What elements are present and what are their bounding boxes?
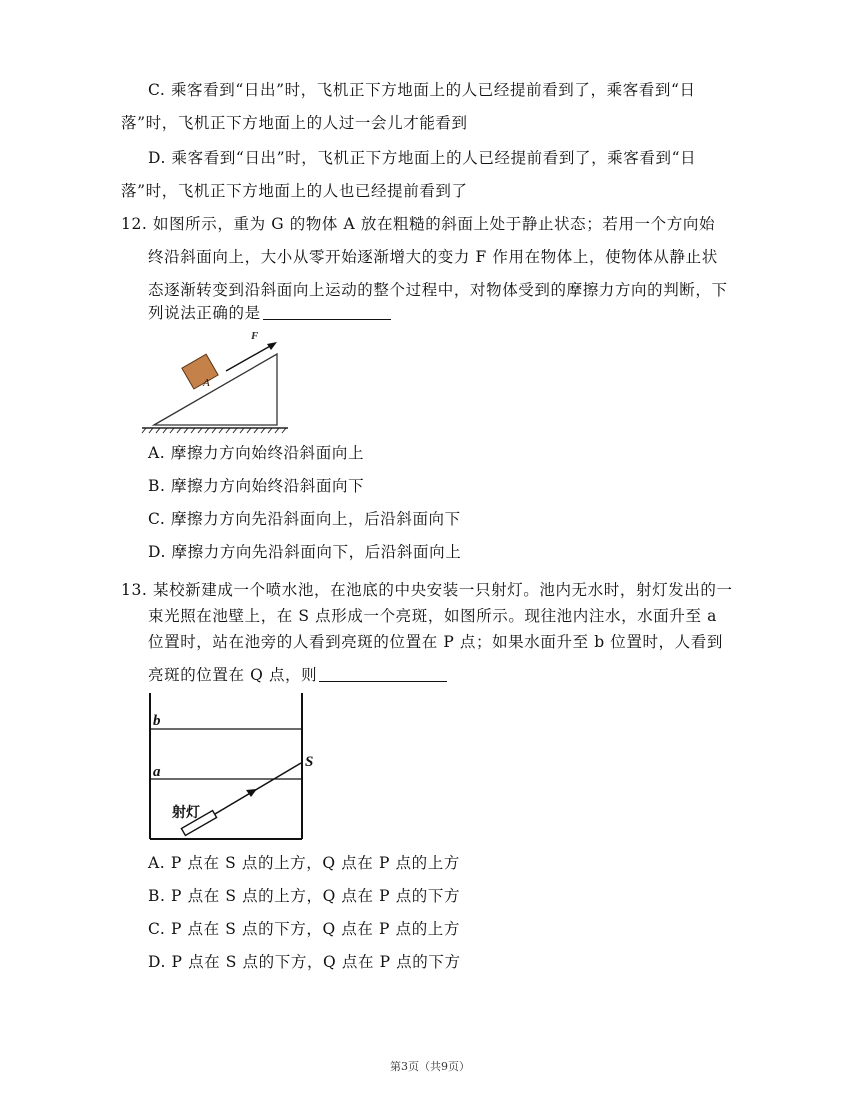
label-f: F <box>251 330 259 342</box>
label-s: S <box>305 754 314 770</box>
light-ray-arrowhead <box>246 789 257 797</box>
q13-option-a: A. P 点在 S 点的上方，Q 点在 P 点的上方 <box>148 854 460 872</box>
force-f-arrowhead <box>267 342 277 350</box>
q13-option-c: C. P 点在 S 点的下方，Q 点在 P 点的上方 <box>148 920 461 938</box>
block-a <box>182 354 218 389</box>
q13-stem-line2: 束光照在池壁上，在 S 点形成一个亮斑，如图所示。现往池内注水，水面升至 a <box>148 607 717 625</box>
q12-option-d: D. 摩擦力方向先沿斜面向下，后沿斜面向上 <box>148 543 462 561</box>
q13-stem-line4 <box>148 664 447 686</box>
q12-option-a: A. 摩擦力方向始终沿斜面向上 <box>148 444 365 462</box>
q13-answer-blank[interactable] <box>319 665 447 682</box>
q11-option-d-line1: D. 乘客看到“日出”时，飞机正下方地面上的人已经提前看到了，乘客看到“日 <box>148 149 697 167</box>
q12-stem-line2: 终沿斜面向上，大小从零开始逐渐增大的变力 F 作用在物体上，使物体从静止状 <box>148 248 718 266</box>
q12-stem-text: 列说法正确的是 <box>148 304 261 322</box>
q13-option-b: B. P 点在 S 点的上方，Q 点在 P 点的下方 <box>148 887 461 905</box>
q13-stem-line1: 13. 某校新建成一个喷水池，在池底的中央安装一只射灯。池内无水时，射灯发出的一 <box>121 581 733 599</box>
q12-option-c: C. 摩擦力方向先沿斜面向上，后沿斜面向下 <box>148 510 461 528</box>
light-ray <box>215 763 301 814</box>
q12-answer-blank[interactable] <box>263 303 391 320</box>
q13-option-d: D. P 点在 S 点的下方，Q 点在 P 点的下方 <box>148 953 461 971</box>
incline-triangle <box>154 354 277 425</box>
q11-option-c-line2: 落”时，飞机正下方地面上的人过一会儿才能看到 <box>121 114 468 132</box>
q12-option-b: B. 摩擦力方向始终沿斜面向下 <box>148 477 365 495</box>
q12-stem-line4 <box>148 302 391 324</box>
page-footer: 第3页（共9页） <box>390 1060 470 1073</box>
label-b: b <box>153 713 161 729</box>
q13-pool-figure <box>145 690 320 845</box>
ground-hatch <box>142 428 288 433</box>
q13-stem-text: 亮斑的位置在 Q 点，则 <box>148 666 318 684</box>
q11-option-c-line1: C. 乘客看到“日出”时，飞机正下方地面上的人已经提前看到了，乘客看到“日 <box>148 81 696 99</box>
force-f-arrow <box>226 345 272 371</box>
q13-stem-line3: 位置时，站在池旁的人看到亮斑的位置在 P 点；如果水面升至 b 位置时，人看到 <box>148 633 723 651</box>
q12-stem-line1: 12. 如图所示，重为 G 的物体 A 放在粗糙的斜面上处于静止状态；若用一个方向始 <box>121 215 716 233</box>
label-lamp: 射灯 <box>172 805 200 821</box>
q11-option-d-line2: 落”时，飞机正下方地面上的人也已经提前看到了 <box>121 182 468 200</box>
q12-incline-figure <box>140 325 290 435</box>
label-a: A <box>203 377 210 389</box>
label-a-level: a <box>153 764 161 780</box>
q12-stem-line3: 态逐渐转变到沿斜面向上运动的整个过程中，对物体受到的摩擦力方向的判断，下 <box>148 281 728 299</box>
